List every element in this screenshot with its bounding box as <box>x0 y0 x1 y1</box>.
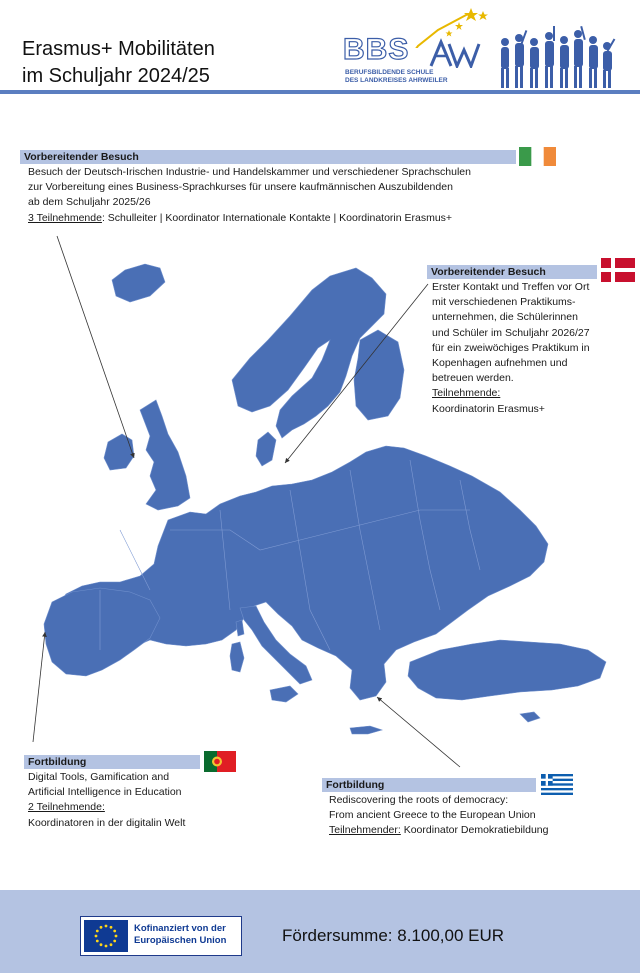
ireland-line-2: zur Vorbereitung eines Business-Sprachkurses für unsere kaufmännischen Auszubildenden <box>28 181 453 194</box>
greece-participants-label: Teilnehmender: <box>329 824 401 837</box>
logo-sub-line1: BERUFSBILDENDE SCHULE <box>345 69 434 76</box>
portugal-line-2: Artificial Intelligence in Education <box>28 786 182 799</box>
denmark-arrow <box>285 284 428 463</box>
denmark-participants-label: Teilnehmende: <box>432 387 501 400</box>
funding-amount: Fördersumme: 8.100,00 EUR <box>282 926 505 945</box>
portugal-box-title: Fortbildung <box>24 755 200 769</box>
ireland-participants-text: : Schulleiter | Koordinator Internationale Kontakte | Koordinatorin Erasmus+ <box>101 211 453 224</box>
portugal-participants-label: 2 Teilnehmende: <box>28 801 105 814</box>
page-title-line1: Erasmus+ Mobilitäten <box>22 38 215 60</box>
denmark-line-7: betreuen werden. <box>432 372 514 385</box>
denmark-box-title: Vorbereitender Besuch <box>427 265 597 279</box>
denmark-line-5: für ein zweiwöchiges Praktikum in <box>432 341 590 354</box>
logo-bbs-text: BBS <box>343 33 410 66</box>
eu-stars-icon <box>84 920 128 952</box>
denmark-participants-text: Koordinatorin Erasmus+ <box>432 402 545 415</box>
greece-box-title: Fortbildung <box>322 778 536 792</box>
greece-arrow <box>377 697 460 767</box>
logo-sub-line2: DES LANDKREISES AHRWEILER <box>345 76 448 84</box>
ireland-line-1: Besuch der Deutsch-Irischen Industrie- und Handelskammer und verschiedener Sprachschulen <box>28 166 471 178</box>
ireland-participants-label: 3 Teilnehmende <box>28 211 102 224</box>
denmark-line-2: mit verschiedenen Praktikums- <box>432 296 576 309</box>
greece-line-1: Rediscovering the roots of democracy: <box>329 794 509 806</box>
denmark-line-1: Erster Kontakt und Treffen vor Ort <box>432 281 590 293</box>
portugal-participants-text: Koordinatoren in der digitalin Welt <box>28 816 186 829</box>
portugal-arrow <box>33 632 45 742</box>
eu-line-2: Europäischen Union <box>134 935 227 946</box>
portugal-line-1: Digital Tools, Gamification and <box>28 771 170 783</box>
eu-flag <box>84 920 128 952</box>
ireland-box-title: Vorbereitender Besuch <box>20 150 516 164</box>
ireland-line-3: ab dem Schuljahr 2025/26 <box>28 196 151 209</box>
eu-line-1: Kofinanziert von der <box>134 923 226 934</box>
ireland-arrow <box>57 236 134 458</box>
eu-cofunded-logo <box>80 916 242 956</box>
denmark-line-6: Kopenhagen aufnehmen und <box>432 357 568 370</box>
denmark-line-4: und Schüler im Schuljahr 2026/27 <box>432 326 590 339</box>
denmark-line-3: unternehmen, die Schülerinnen <box>432 311 578 324</box>
eu-logo-text <box>134 923 226 947</box>
greece-line-2: From ancient Greece to the European Union <box>329 809 536 822</box>
page-title-line2: im Schuljahr 2024/25 <box>22 65 210 87</box>
greece-participants-text: Koordinator Demokratiebildung <box>400 824 549 837</box>
